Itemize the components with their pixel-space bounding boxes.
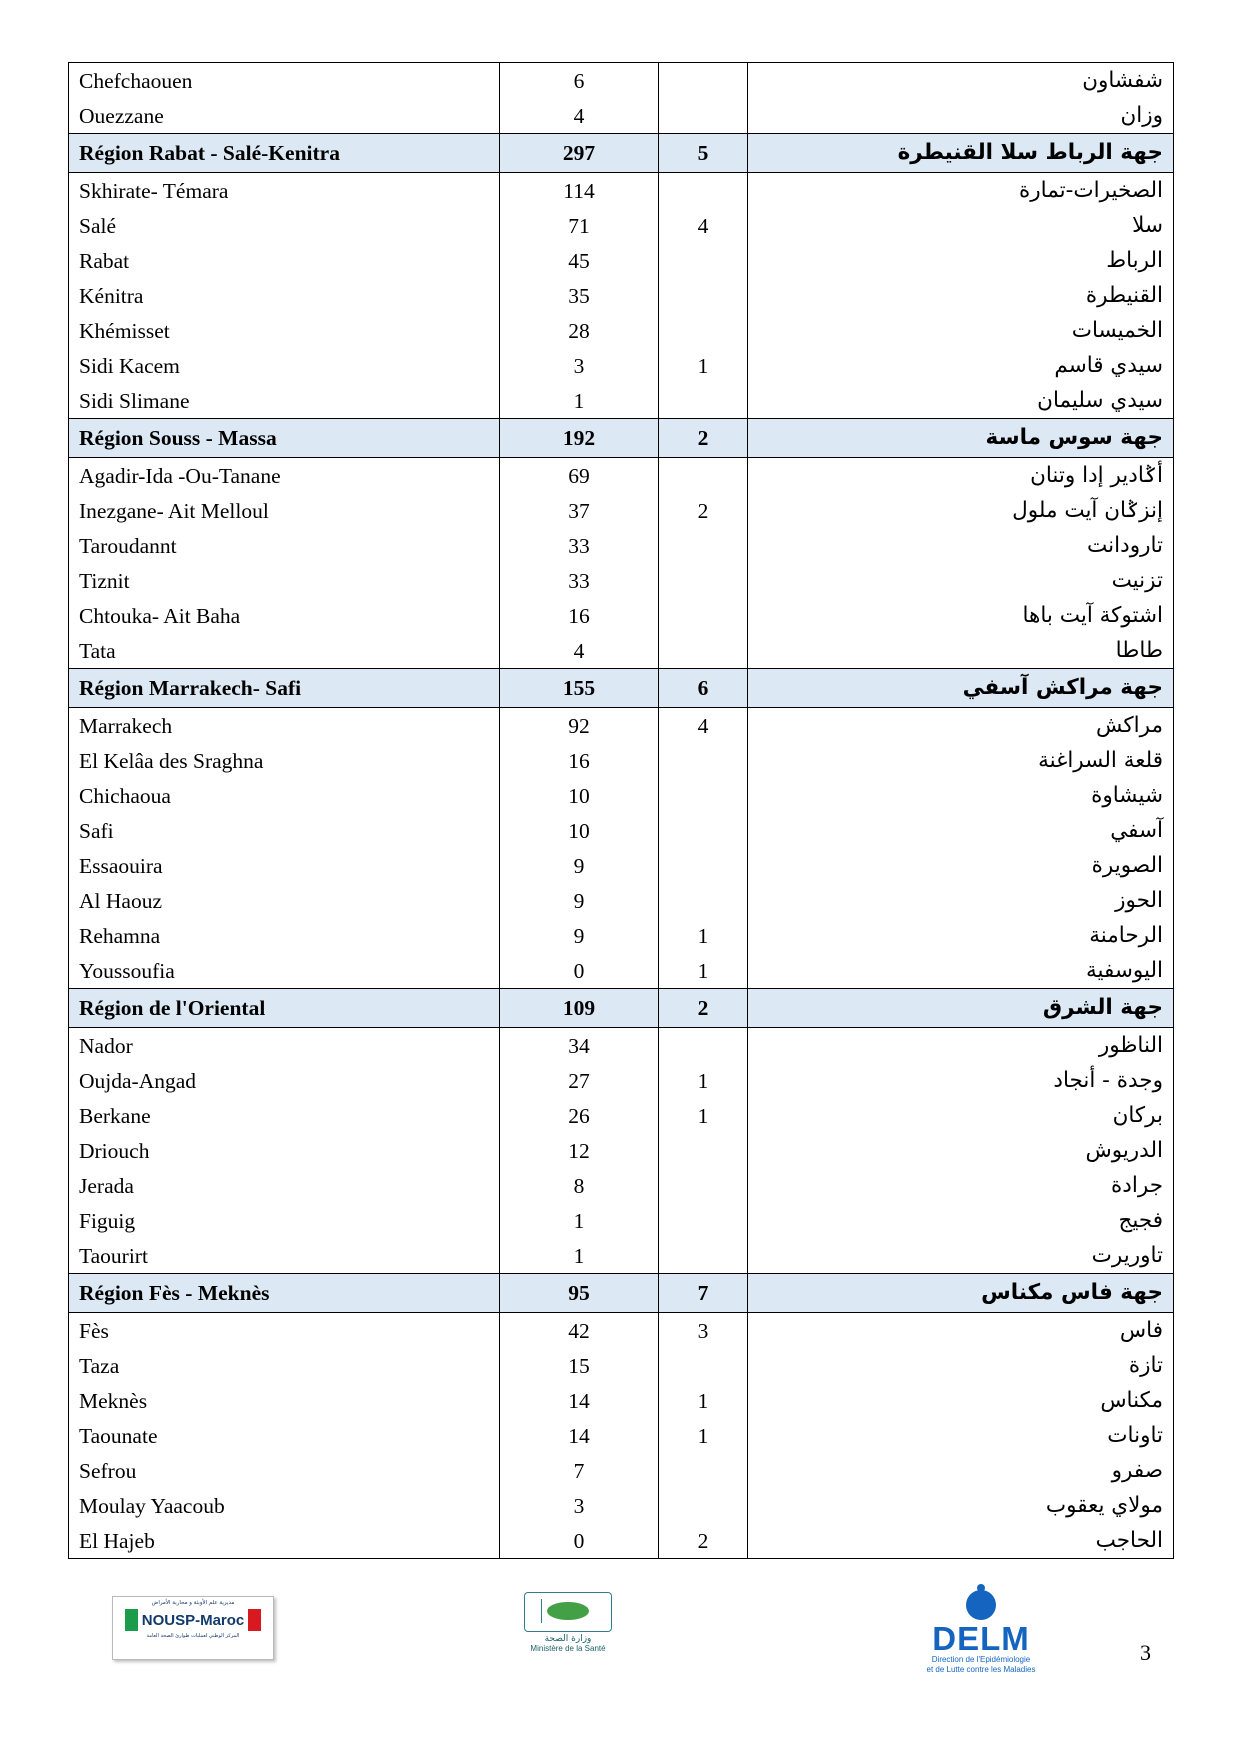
deaths-value [659, 1028, 748, 1064]
confirmed-cases-value: 114 [500, 173, 659, 209]
city-name-fr: El Hajeb [69, 1523, 500, 1559]
deaths-value [659, 778, 748, 813]
green-bar-icon [125, 1609, 138, 1631]
ministry-crest-icon [524, 1592, 612, 1632]
city-name-fr: Rabat [69, 243, 500, 278]
city-name-fr: Al Haouz [69, 883, 500, 918]
table-row [69, 1098, 1174, 1133]
confirmed-cases-value: 27 [500, 1063, 659, 1098]
deaths-value [659, 243, 748, 278]
confirmed-cases-value: 45 [500, 243, 659, 278]
deaths-value [659, 528, 748, 563]
confirmed-cases-value: 42 [500, 1313, 659, 1349]
city-name-ar: الحاجب [748, 1523, 1174, 1559]
ministry-name-french: Ministère de la Santé [530, 1644, 606, 1653]
city-name-fr: Figuig [69, 1203, 500, 1238]
deaths-value: 1 [659, 1418, 748, 1453]
city-name-ar: الرباط [748, 243, 1174, 278]
table-row [69, 493, 1174, 528]
deaths-value [659, 173, 748, 209]
table-row [69, 173, 1174, 209]
table-row [69, 778, 1174, 813]
city-name-fr: Skhirate- Témara [69, 173, 500, 209]
table-row [69, 528, 1174, 563]
confirmed-cases-value: 1 [500, 1238, 659, 1274]
region-summary-row [69, 989, 1174, 1028]
city-name-ar: أݣادير إدا وتنان [748, 458, 1174, 494]
region-confirmed-cases-value: 297 [500, 134, 659, 173]
deaths-value [659, 563, 748, 598]
table-row [69, 848, 1174, 883]
confirmed-cases-value: 3 [500, 348, 659, 383]
table-row [69, 1348, 1174, 1383]
ministry-of-health-logo [508, 1592, 628, 1666]
city-name-fr: Chtouka- Ait Baha [69, 598, 500, 633]
region-name-fr: Région Souss - Massa [69, 419, 500, 458]
table-row [69, 883, 1174, 918]
confirmed-cases-value: 1 [500, 1203, 659, 1238]
region-deaths-value: 2 [659, 419, 748, 458]
city-name-ar: الدريوش [748, 1133, 1174, 1168]
city-name-fr: Moulay Yaacoub [69, 1488, 500, 1523]
city-name-ar: مراكش [748, 708, 1174, 744]
confirmed-cases-value: 15 [500, 1348, 659, 1383]
city-name-ar: إنزݣان آيت ملول [748, 493, 1174, 528]
city-name-ar: صفرو [748, 1453, 1174, 1488]
city-name-fr: Driouch [69, 1133, 500, 1168]
city-name-fr: Youssoufia [69, 953, 500, 989]
confirmed-cases-value: 4 [500, 98, 659, 134]
city-name-fr: Salé [69, 208, 500, 243]
nousp-logo-name: NOUSP-Maroc [141, 1611, 245, 1629]
city-name-ar: فجيج [748, 1203, 1174, 1238]
confirmed-cases-value: 7 [500, 1453, 659, 1488]
confirmed-cases-value: 28 [500, 313, 659, 348]
city-name-ar: آسفي [748, 813, 1174, 848]
deaths-value [659, 1168, 748, 1203]
city-name-fr: Taounate [69, 1418, 500, 1453]
region-name-ar: جهة سوس ماسة [748, 419, 1174, 458]
city-name-ar: الناظور [748, 1028, 1174, 1064]
confirmed-cases-value: 10 [500, 778, 659, 813]
city-name-fr: Safi [69, 813, 500, 848]
region-name-ar: جهة فاس مكناس [748, 1274, 1174, 1313]
city-name-fr: Oujda-Angad [69, 1063, 500, 1098]
deaths-value: 4 [659, 708, 748, 744]
deaths-value [659, 1133, 748, 1168]
deaths-value [659, 383, 748, 419]
confirmed-cases-value: 16 [500, 598, 659, 633]
city-name-fr: Kénitra [69, 278, 500, 313]
deaths-value [659, 63, 748, 99]
deaths-value: 1 [659, 1383, 748, 1418]
region-confirmed-cases-value: 192 [500, 419, 659, 458]
confirmed-cases-value: 10 [500, 813, 659, 848]
table-row [69, 598, 1174, 633]
confirmed-cases-value: 4 [500, 633, 659, 669]
city-name-fr: Marrakech [69, 708, 500, 744]
red-bar-icon [248, 1609, 261, 1631]
city-name-ar: تارودانت [748, 528, 1174, 563]
covid-regions-table-wrapper [68, 62, 1173, 1559]
confirmed-cases-value: 16 [500, 743, 659, 778]
city-name-ar: سيدي قاسم [748, 348, 1174, 383]
city-name-ar: الرحامنة [748, 918, 1174, 953]
confirmed-cases-value: 33 [500, 563, 659, 598]
city-name-ar: مولاي يعقوب [748, 1488, 1174, 1523]
city-name-fr: Meknès [69, 1383, 500, 1418]
city-name-ar: القنيطرة [748, 278, 1174, 313]
city-name-fr: Chichaoua [69, 778, 500, 813]
confirmed-cases-value: 35 [500, 278, 659, 313]
table-row [69, 63, 1174, 99]
city-name-ar: جرادة [748, 1168, 1174, 1203]
city-name-ar: وجدة - أنجاد [748, 1063, 1174, 1098]
deaths-value [659, 813, 748, 848]
region-summary-row [69, 419, 1174, 458]
city-name-fr: Tata [69, 633, 500, 669]
deaths-value [659, 1453, 748, 1488]
city-name-ar: فاس [748, 1313, 1174, 1349]
table-row [69, 1523, 1174, 1559]
city-name-ar: الخميسات [748, 313, 1174, 348]
city-name-fr: Ouezzane [69, 98, 500, 134]
city-name-ar: تزنيت [748, 563, 1174, 598]
deaths-value [659, 278, 748, 313]
city-name-fr: Sidi Slimane [69, 383, 500, 419]
deaths-value [659, 98, 748, 134]
deaths-value [659, 743, 748, 778]
table-row [69, 278, 1174, 313]
nousp-logo-bottom-text: المركز الوطني لعمليات طوارئ الصحة العامة [146, 1633, 240, 1639]
region-deaths-value: 2 [659, 989, 748, 1028]
city-name-fr: Taourirt [69, 1238, 500, 1274]
region-confirmed-cases-value: 95 [500, 1274, 659, 1313]
city-name-ar: اليوسفية [748, 953, 1174, 989]
page-footer [0, 1588, 1241, 1708]
table-row [69, 708, 1174, 744]
deaths-value [659, 633, 748, 669]
confirmed-cases-value: 0 [500, 953, 659, 989]
city-name-ar: شيشاوة [748, 778, 1174, 813]
deaths-value [659, 1348, 748, 1383]
city-name-fr: Tiznit [69, 563, 500, 598]
deaths-value [659, 883, 748, 918]
table-row [69, 98, 1174, 134]
deaths-value: 1 [659, 1098, 748, 1133]
table-row [69, 1418, 1174, 1453]
nousp-logo-top-text: مديرية علم الأوبئة و محاربة الأمراض [151, 1600, 235, 1606]
city-name-fr: Inezgane- Ait Melloul [69, 493, 500, 528]
covid-regions-table [68, 62, 1174, 1559]
confirmed-cases-value: 26 [500, 1098, 659, 1133]
confirmed-cases-value: 1 [500, 383, 659, 419]
confirmed-cases-value: 3 [500, 1488, 659, 1523]
deaths-value [659, 313, 748, 348]
delm-logo-name: DELM [932, 1620, 1030, 1657]
table-row [69, 918, 1174, 953]
table-row [69, 458, 1174, 494]
page-number: 3 [1140, 1640, 1151, 1665]
delm-subtitle-line1: Direction de l'Epidémiologie [931, 1655, 1031, 1664]
region-summary-row [69, 1274, 1174, 1313]
deaths-value [659, 848, 748, 883]
confirmed-cases-value: 33 [500, 528, 659, 563]
region-name-fr: Région Fès - Meknès [69, 1274, 500, 1313]
region-name-ar: جهة مراكش آسفي [748, 669, 1174, 708]
table-row [69, 1133, 1174, 1168]
confirmed-cases-value: 69 [500, 458, 659, 494]
city-name-fr: Taza [69, 1348, 500, 1383]
region-summary-row [69, 134, 1174, 173]
deaths-value: 1 [659, 918, 748, 953]
city-name-fr: El Kelâa des Sraghna [69, 743, 500, 778]
table-row [69, 1453, 1174, 1488]
table-row [69, 1168, 1174, 1203]
deaths-value: 1 [659, 953, 748, 989]
city-name-fr: Berkane [69, 1098, 500, 1133]
table-row [69, 243, 1174, 278]
city-name-fr: Chefchaouen [69, 63, 500, 99]
deaths-value: 2 [659, 493, 748, 528]
table-row [69, 383, 1174, 419]
delm-circle-icon [966, 1590, 996, 1620]
city-name-ar: تاونات [748, 1418, 1174, 1453]
city-name-fr: Fès [69, 1313, 500, 1349]
table-row [69, 1203, 1174, 1238]
city-name-ar: اشتوكة آيت باها [748, 598, 1174, 633]
city-name-fr: Essaouira [69, 848, 500, 883]
deaths-value [659, 458, 748, 494]
deaths-value: 1 [659, 1063, 748, 1098]
city-name-ar: سيدي سليمان [748, 383, 1174, 419]
confirmed-cases-value: 9 [500, 883, 659, 918]
table-row [69, 1238, 1174, 1274]
region-name-ar: جهة الرباط سلا القنيطرة [748, 134, 1174, 173]
city-name-ar: سلا [748, 208, 1174, 243]
city-name-ar: طاطا [748, 633, 1174, 669]
city-name-fr: Rehamna [69, 918, 500, 953]
table-row [69, 348, 1174, 383]
deaths-value: 3 [659, 1313, 748, 1349]
city-name-ar: الصخيرات-تمارة [748, 173, 1174, 209]
table-row [69, 563, 1174, 598]
deaths-value: 4 [659, 208, 748, 243]
nousp-logo-mark [113, 1607, 273, 1633]
deaths-value [659, 598, 748, 633]
confirmed-cases-value: 8 [500, 1168, 659, 1203]
city-name-fr: Khémisset [69, 313, 500, 348]
confirmed-cases-value: 37 [500, 493, 659, 528]
region-deaths-value: 5 [659, 134, 748, 173]
table-row [69, 1488, 1174, 1523]
confirmed-cases-value: 6 [500, 63, 659, 99]
city-name-ar: تاوريرت [748, 1238, 1174, 1274]
confirmed-cases-value: 14 [500, 1383, 659, 1418]
city-name-ar: مكناس [748, 1383, 1174, 1418]
city-name-ar: الحوز [748, 883, 1174, 918]
region-name-fr: Région Marrakech- Safi [69, 669, 500, 708]
table-row [69, 633, 1174, 669]
city-name-fr: Taroudannt [69, 528, 500, 563]
table-row [69, 1028, 1174, 1064]
nousp-logo [112, 1596, 274, 1660]
table-row [69, 813, 1174, 848]
confirmed-cases-value: 92 [500, 708, 659, 744]
deaths-value: 1 [659, 348, 748, 383]
confirmed-cases-value: 14 [500, 1418, 659, 1453]
city-name-fr: Jerada [69, 1168, 500, 1203]
city-name-fr: Agadir-Ida -Ou-Tanane [69, 458, 500, 494]
confirmed-cases-value: 34 [500, 1028, 659, 1064]
deaths-value [659, 1203, 748, 1238]
region-name-fr: Région Rabat - Salé-Kenitra [69, 134, 500, 173]
region-deaths-value: 7 [659, 1274, 748, 1313]
delm-subtitle-line2: et de Lutte contre les Maladies [926, 1665, 1036, 1674]
confirmed-cases-value: 9 [500, 918, 659, 953]
delm-logo [893, 1590, 1069, 1674]
city-name-ar: وزان [748, 98, 1174, 134]
region-name-ar: جهة الشرق [748, 989, 1174, 1028]
deaths-value: 2 [659, 1523, 748, 1559]
region-deaths-value: 6 [659, 669, 748, 708]
confirmed-cases-value: 0 [500, 1523, 659, 1559]
confirmed-cases-value: 12 [500, 1133, 659, 1168]
confirmed-cases-value: 9 [500, 848, 659, 883]
table-row [69, 743, 1174, 778]
confirmed-cases-value: 71 [500, 208, 659, 243]
city-name-ar: شفشاون [748, 63, 1174, 99]
deaths-value [659, 1488, 748, 1523]
city-name-ar: قلعة السراغنة [748, 743, 1174, 778]
table-row [69, 953, 1174, 989]
city-name-ar: الصويرة [748, 848, 1174, 883]
region-name-fr: Région de l'Oriental [69, 989, 500, 1028]
ministry-name-arabic: وزارة الصحة [544, 1634, 592, 1644]
table-row [69, 1063, 1174, 1098]
table-row [69, 313, 1174, 348]
region-summary-row [69, 669, 1174, 708]
city-name-fr: Sefrou [69, 1453, 500, 1488]
table-row [69, 1383, 1174, 1418]
region-confirmed-cases-value: 109 [500, 989, 659, 1028]
city-name-ar: تازة [748, 1348, 1174, 1383]
city-name-fr: Nador [69, 1028, 500, 1064]
region-confirmed-cases-value: 155 [500, 669, 659, 708]
table-row [69, 1313, 1174, 1349]
deaths-value [659, 1238, 748, 1274]
table-row [69, 208, 1174, 243]
city-name-fr: Sidi Kacem [69, 348, 500, 383]
city-name-ar: بركان [748, 1098, 1174, 1133]
